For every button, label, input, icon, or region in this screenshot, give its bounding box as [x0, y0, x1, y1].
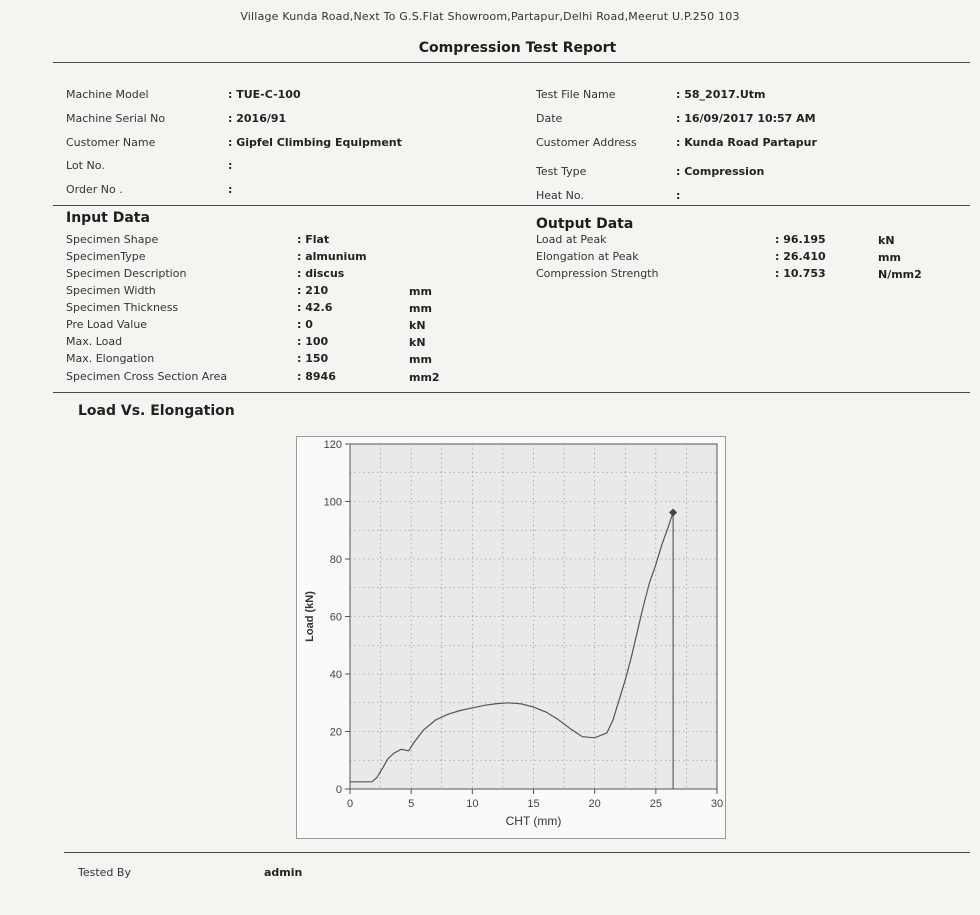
input-label-4: Specimen Thickness	[66, 301, 179, 314]
x-tick-label: 0	[346, 798, 354, 810]
input-value-7: : 150	[297, 352, 329, 365]
output-data-heading: Output Data	[536, 216, 634, 232]
x-tick-label: 30	[710, 798, 724, 810]
input-value-3: : 210	[297, 284, 329, 297]
input-unit-3: mm	[409, 285, 432, 298]
input-value-2: : discus	[297, 267, 345, 280]
info-right-value-0: : 58_2017.Utm	[676, 88, 766, 101]
tested-by-value: admin	[264, 866, 303, 879]
output-label-0: Load at Peak	[536, 233, 607, 246]
load-elongation-chart	[297, 437, 725, 838]
input-unit-6: kN	[409, 336, 426, 349]
y-axis-label: Load (kN)	[304, 591, 316, 642]
info-left-value-1: : 2016/91	[228, 112, 287, 125]
x-tick-label: 10	[466, 798, 479, 810]
info-left-value-4: :	[228, 183, 233, 196]
input-label-0: Specimen Shape	[66, 233, 159, 246]
y-tick-label: 20	[329, 726, 342, 739]
report-title: Compression Test Report	[418, 40, 617, 56]
chart-frame	[296, 436, 726, 839]
input-value-8: : 8946	[297, 370, 336, 383]
header-divider	[53, 62, 970, 63]
x-tick-label: 25	[649, 798, 662, 810]
info-right-value-3: : Compression	[676, 165, 765, 178]
info-right-value-2: : Kunda Road Partapur	[676, 136, 817, 149]
info-left-label-0: Machine Model	[66, 88, 149, 101]
info-left-label-3: Lot No.	[66, 159, 105, 172]
company-address: Village Kunda Road,Next To G.S.Flat Showroom,Partapur,Delhi Road,Meerut U.P.250 103	[240, 10, 740, 23]
input-data-heading: Input Data	[66, 210, 150, 226]
info-right-label-3: Test Type	[536, 165, 587, 178]
info-right-label-1: Date	[536, 112, 563, 125]
info-left-value-2: : Gipfel Climbing Equipment	[228, 136, 402, 149]
input-label-7: Max. Elongation	[66, 352, 155, 365]
chart-section-title: Load Vs. Elongation	[78, 403, 235, 419]
info-right-value-1: : 16/09/2017 10:57 AM	[676, 112, 816, 125]
x-tick-label: 5	[408, 798, 415, 810]
input-unit-5: kN	[409, 319, 426, 332]
input-value-6: : 100	[297, 335, 329, 348]
output-value-2: : 10.753	[775, 267, 826, 280]
input-label-1: SpecimenType	[66, 250, 146, 263]
output-unit-0: kN	[878, 234, 895, 247]
input-unit-8: mm2	[409, 371, 440, 384]
input-label-3: Specimen Width	[66, 284, 156, 297]
info-right-value-4: :	[676, 189, 681, 202]
y-tick-label: 40	[329, 669, 342, 681]
input-value-0: : Flat	[297, 233, 330, 246]
info-left-label-2: Customer Name	[66, 136, 156, 149]
output-value-1: : 26.410	[775, 250, 826, 263]
footer-divider	[64, 852, 970, 853]
info-left-label-1: Machine Serial No	[66, 112, 166, 125]
output-unit-2: N/mm2	[878, 268, 922, 281]
info-right-label-4: Heat No.	[536, 189, 584, 202]
info-left-label-4: Order No .	[66, 183, 123, 196]
output-label-1: Elongation at Peak	[536, 250, 639, 263]
input-label-5: Pre Load Value	[66, 318, 148, 331]
input-label-8: Specimen Cross Section Area	[66, 370, 228, 383]
input-value-1: : almunium	[297, 250, 367, 263]
y-tick-label: 80	[329, 554, 342, 566]
x-tick-label: 15	[527, 798, 540, 810]
info-right-label-2: Customer Address	[536, 136, 637, 149]
info-right-label-0: Test File Name	[536, 88, 616, 101]
x-tick-label: 20	[588, 798, 601, 810]
output-unit-1: mm	[878, 251, 901, 264]
tested-by-label: Tested By	[78, 866, 131, 879]
input-label-2: Specimen Description	[66, 267, 187, 280]
data-divider	[53, 392, 970, 393]
y-tick-label: 60	[329, 611, 342, 624]
info-left-value-3: :	[228, 159, 233, 172]
y-tick-label: 100	[323, 496, 342, 509]
input-value-4: : 42.6	[297, 301, 333, 314]
info-left-value-0: : TUE-C-100	[228, 88, 301, 101]
input-value-5: : 0	[297, 318, 313, 331]
x-axis-label: CHT (mm)	[505, 814, 562, 828]
input-unit-4: mm	[409, 302, 432, 315]
input-label-6: Max. Load	[66, 335, 123, 348]
y-tick-label: 120	[323, 439, 342, 451]
output-value-0: : 96.195	[775, 233, 826, 246]
output-label-2: Compression Strength	[536, 267, 659, 280]
info-divider	[53, 205, 970, 206]
input-unit-7: mm	[409, 353, 432, 366]
y-tick-label: 0	[335, 784, 342, 796]
